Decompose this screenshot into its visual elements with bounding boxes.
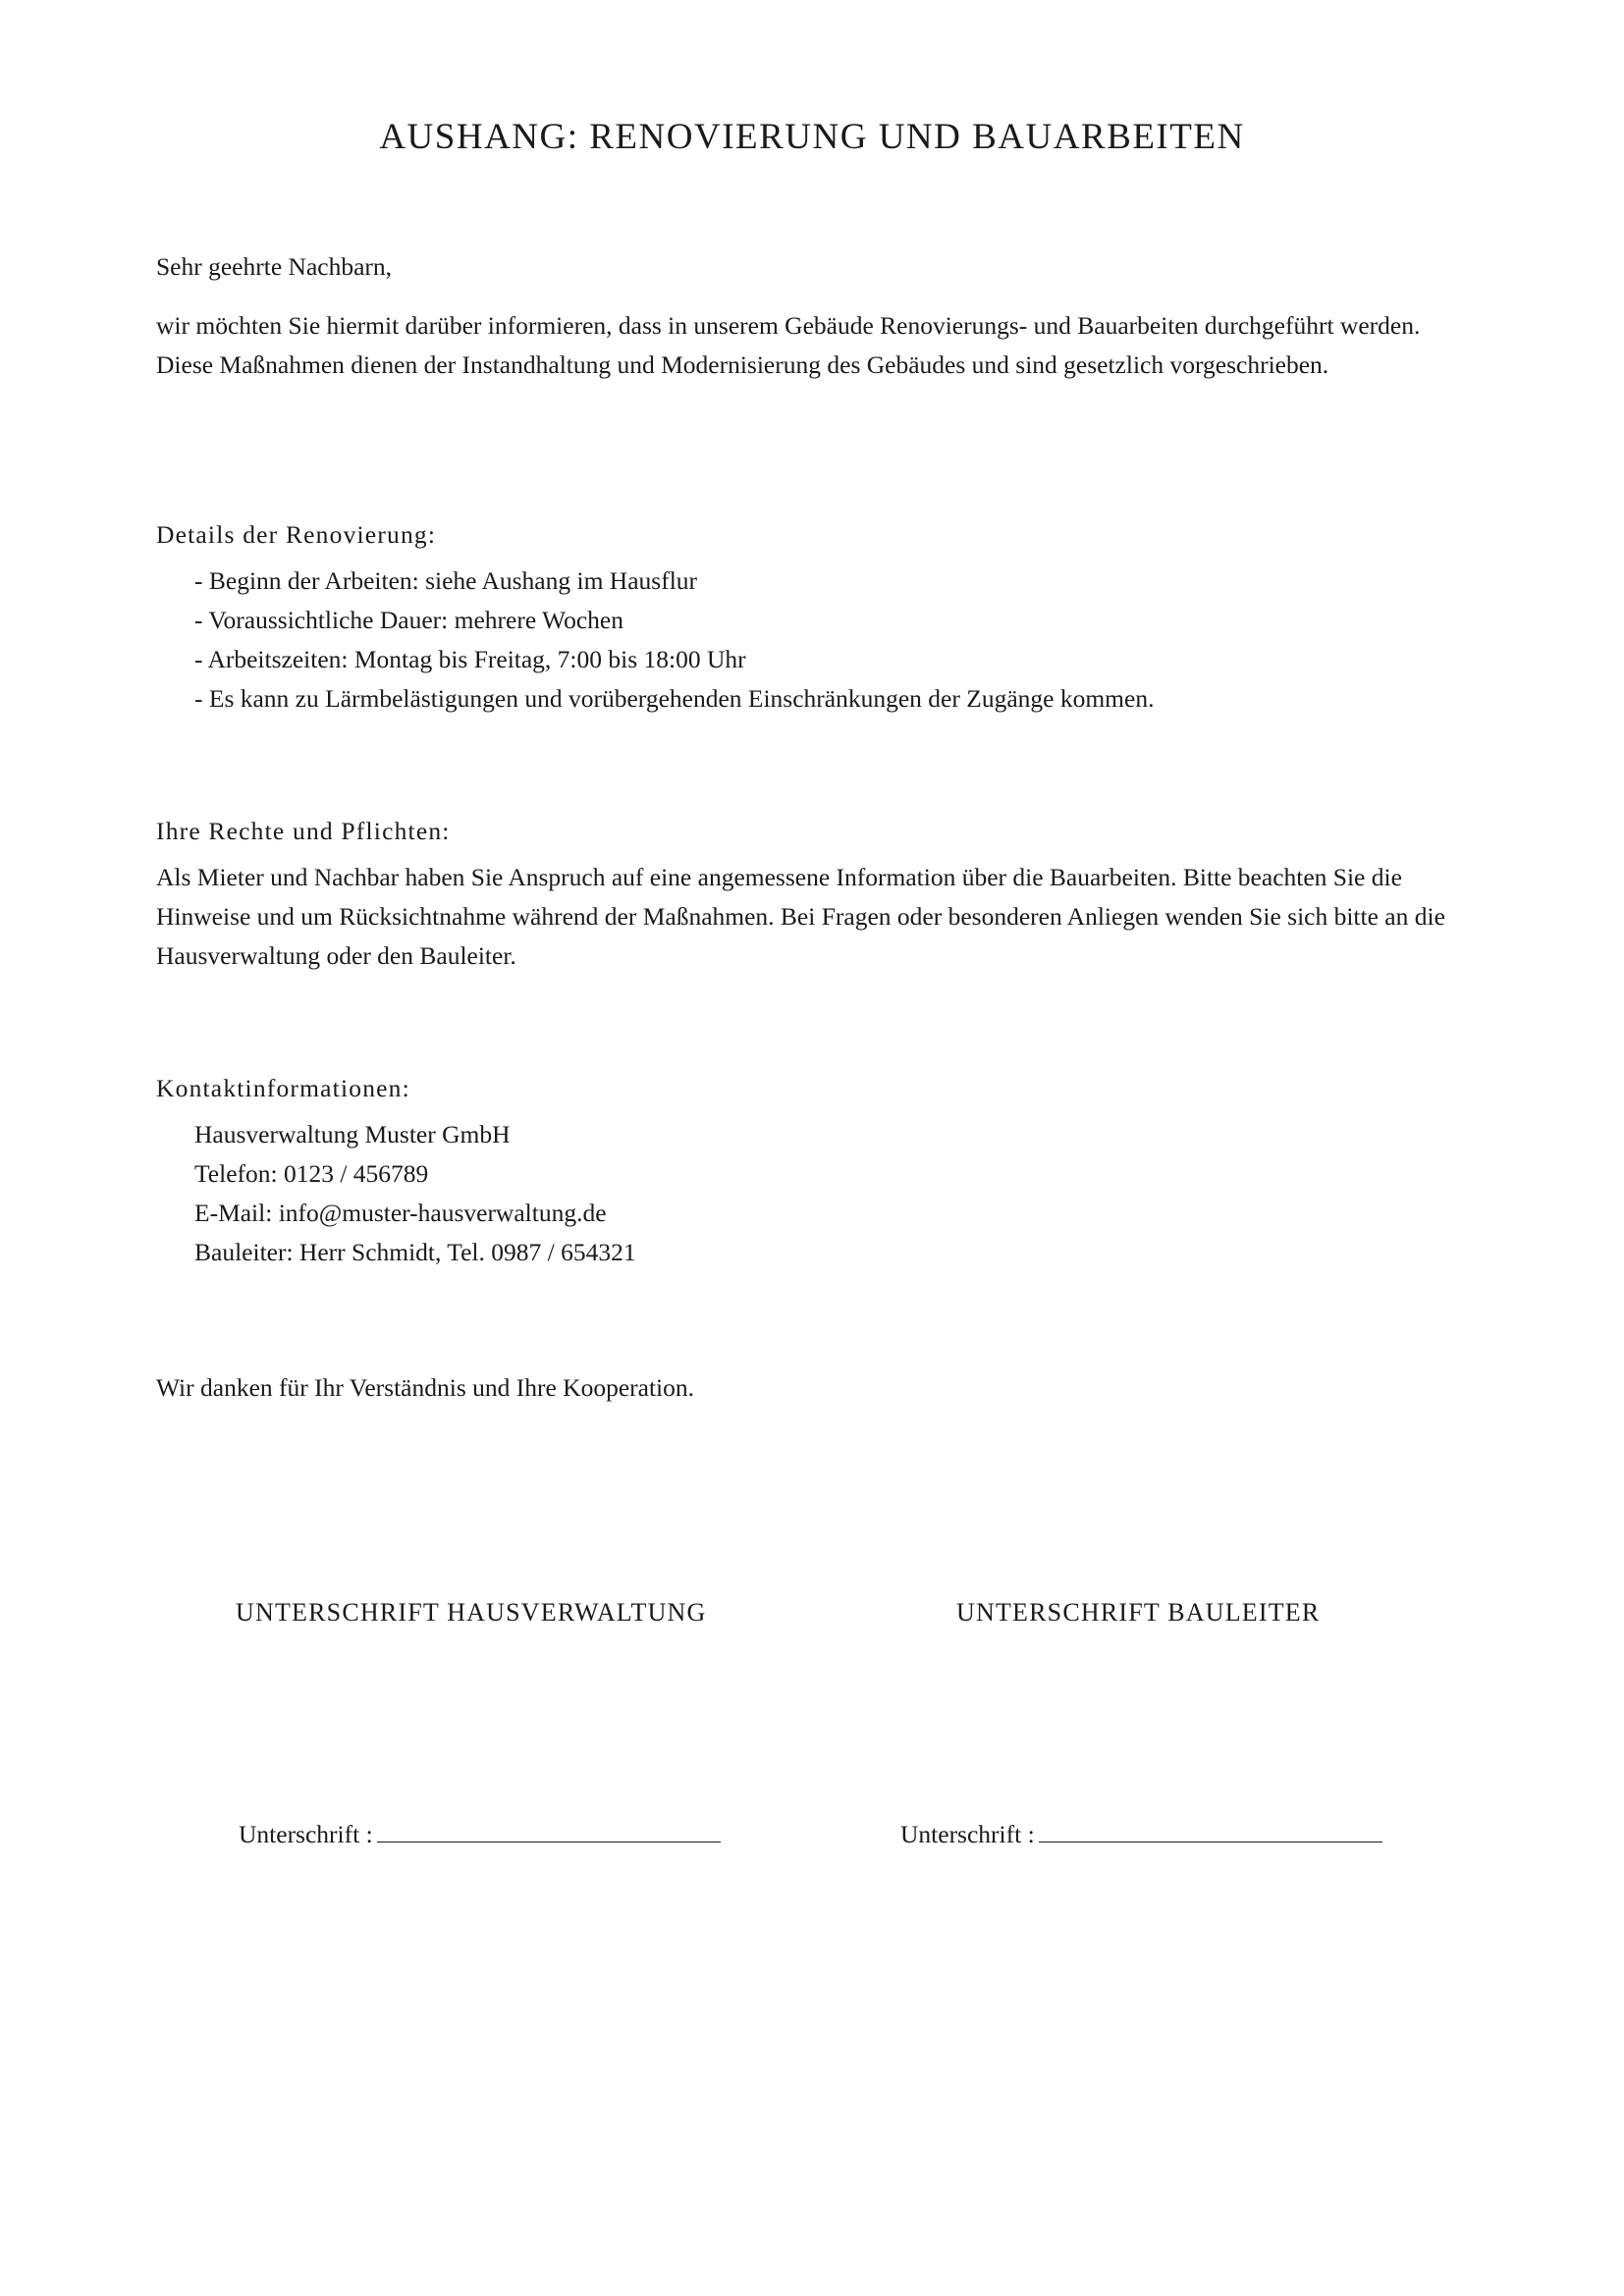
list-item: - Voraussichtliche Dauer: mehrere Wochen (194, 606, 623, 634)
closing-text: Wir danken für Ihr Verständnis und Ihre Kooperation. (156, 1373, 695, 1402)
list-item: - Es kann zu Lärmbelästigungen und vorübergehenden Einschränkungen der Zugänge kommen. (194, 684, 1155, 713)
details-list (194, 561, 1471, 719)
list-item: - Beginn der Arbeiten: siehe Aushang im Hausflur (194, 566, 698, 595)
signature-label: Unterschrift : (239, 1820, 373, 1848)
signature-blank (377, 1818, 721, 1842)
rights-paragraph: Als Mieter und Nachbar haben Sie Anspruch auf eine angemessene Information über die Bauarbeiten. Bitte beachten Sie die Hinweise und um Rücksichtnahme während der Maßnahmen. Bei Fragen oder besonderen Anliegen wenden Sie sich bitte an die Hausverwaltung oder den Bauleiter. (156, 863, 1445, 970)
greeting: Sehr geehrte Nachbarn, (156, 252, 393, 281)
details-heading: Details der Renovierung: (156, 520, 437, 549)
intro-paragraph: wir möchten Sie hiermit darüber informieren, dass in unserem Gebäude Renovierungs- und Bauarbeiten durchgeführt werden. Diese Maßnahmen dienen der Instandhaltung und Modernisierung des Gebäudes und sind gesetzlich vorgeschrieben. (156, 311, 1421, 379)
signature-heading-site-manager: UNTERSCHRIFT BAULEITER (956, 1598, 1321, 1627)
contact-list (194, 1115, 1471, 1272)
signature-line-management (239, 1818, 721, 1849)
signature-blank (1039, 1818, 1382, 1842)
contact-site-manager: Bauleiter: Herr Schmidt, Tel. 0987 / 654321 (194, 1238, 636, 1266)
rights-heading: Ihre Rechte und Pflichten: (156, 817, 451, 845)
contact-heading: Kontaktinformationen: (156, 1074, 410, 1102)
signature-heading-management: UNTERSCHRIFT HAUSVERWALTUNG (236, 1598, 707, 1627)
signature-line-site-manager (900, 1818, 1382, 1849)
list-item: - Arbeitszeiten: Montag bis Freitag, 7:00 bis 18:00 Uhr (194, 645, 746, 673)
contact-company: Hausverwaltung Muster GmbH (194, 1120, 511, 1148)
signature-label: Unterschrift : (900, 1820, 1035, 1848)
contact-phone: Telefon: 0123 / 456789 (194, 1159, 429, 1188)
page-title: AUSHANG: RENOVIERUNG UND BAUARBEITEN (379, 117, 1245, 157)
contact-email: E-Mail: info@muster-hausverwaltung.de (194, 1199, 607, 1227)
